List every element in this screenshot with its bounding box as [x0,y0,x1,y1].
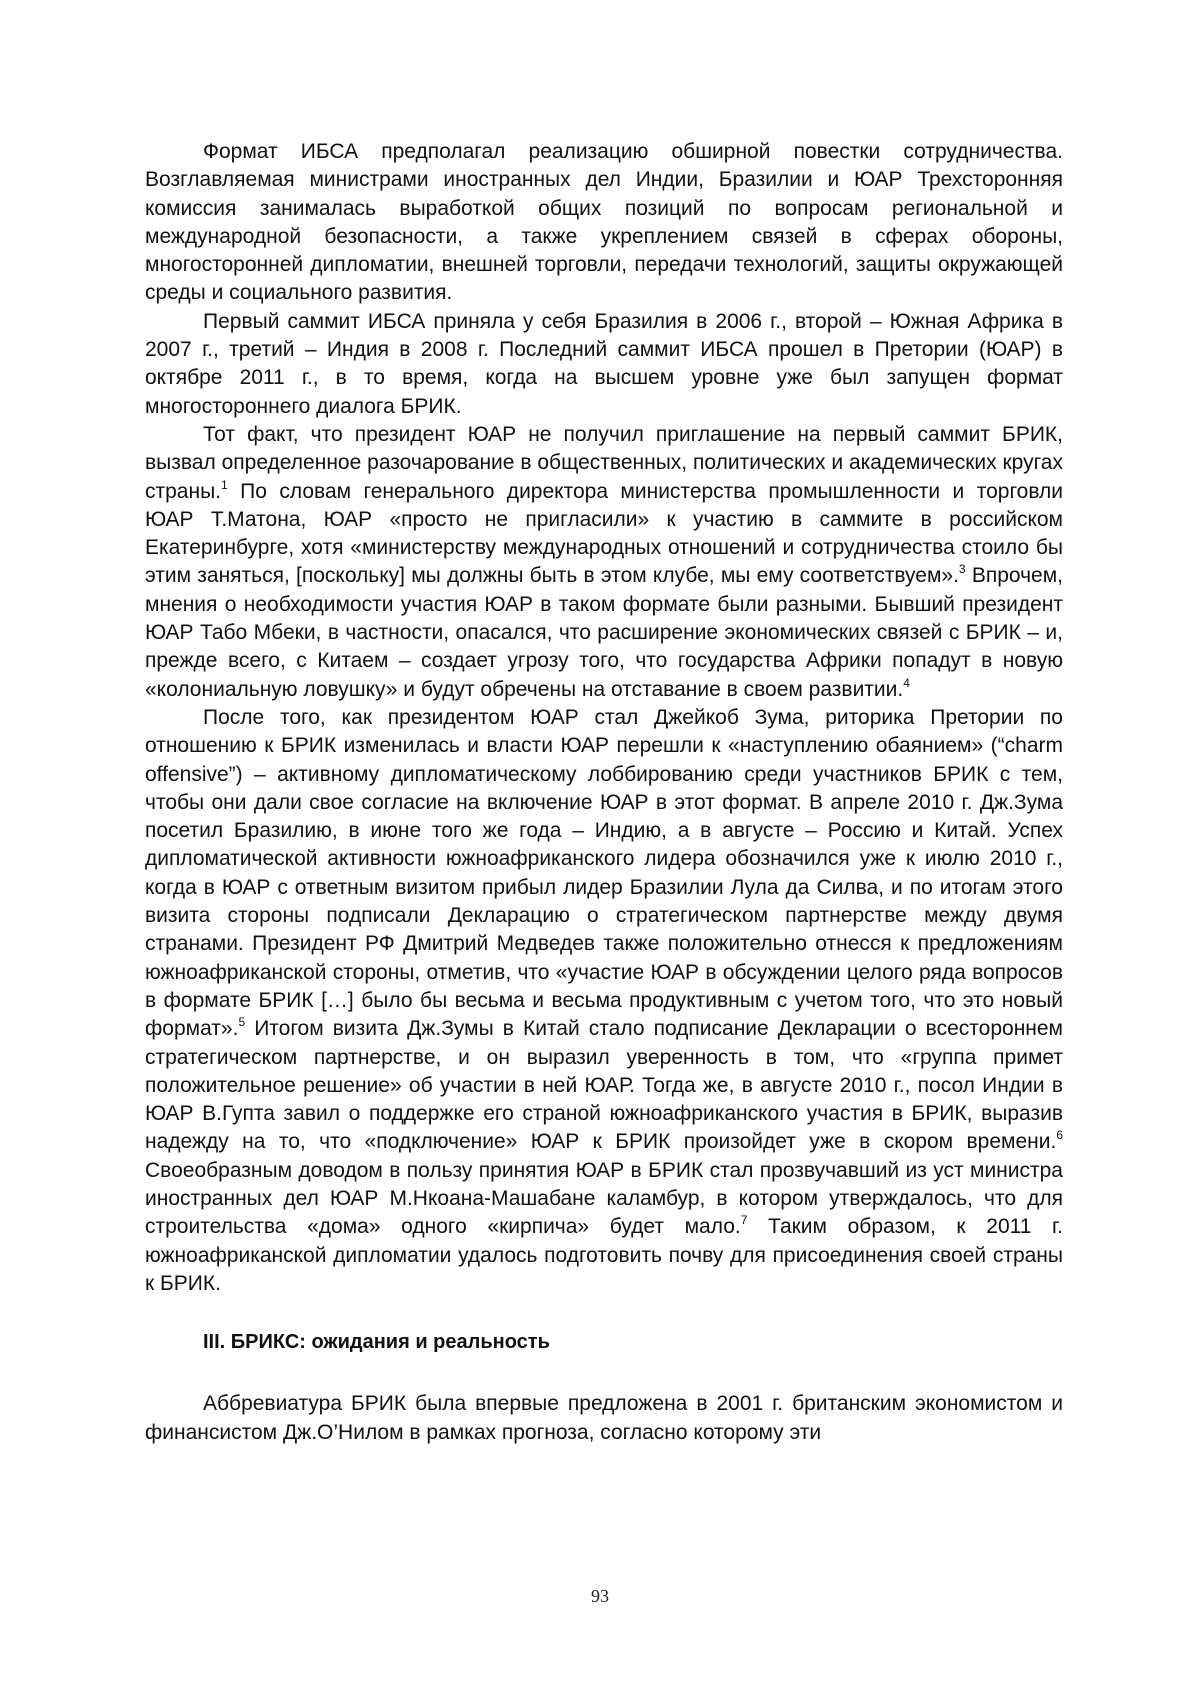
paragraph-bric-abbreviation [145,1390,1063,1447]
paragraph-charm-offensive [145,704,1063,1298]
paragraph-text: Первый саммит ИБСА приняла у себя Бразилия в 2006 г., второй – Южная Африка в 2007 г., третий – Индия в 2008 г. Последний саммит ИБСА прошел в Претории (ЮАР) в октябре 2011 г., в то время, когда на высшем уровне уже был запущен формат многостороннего диалога БРИК. [145,309,1063,418]
document-body [145,138,1063,1447]
paragraph-ibsa-format [145,138,1063,308]
footnote-ref[interactable]: 7 [740,1213,748,1228]
paragraph-ibsa-summits [145,308,1063,421]
paragraph-text: Тот факт, что президент ЮАР не получил приглашение на первый саммит БРИК, вызвал определенное разочарование в общественных, политических и академических кругах страны. [145,422,1063,503]
footnote-ref[interactable]: 3 [958,562,966,577]
paragraph-text: По словам генерального директора министерства промышленности и торговли ЮАР Т.Матона, ЮАР «просто не пригласили» к участию в саммите в российском Екатеринбурге, хотя «министерству международных отношений и сотрудничества стоило бы этим заняться, [поскольку] мы должны быть в этом клубе, мы ему соответствуем». [145,479,1063,588]
paragraph-text: Формат ИБСА предполагал реализацию обширной повестки сотрудничества. Возглавляемая министрами иностранных дел Индии, Бразилии и ЮАР Трехсторонняя комиссия занималась выработкой общих позиций по вопросам региональной и международной безопасности, а также укреплением связей в сферах обороны, многосторонней дипломатии, внешней торговли, передачи технологий, защиты окружающей среды и социального развития. [145,140,1063,305]
paragraph-text: Впрочем, мнения о необходимости участия ЮАР в таком формате были разными. Бывший президент ЮАР Табо Мбеки, в частности, опасался, что расширение экономических связей с БРИК – и, прежде всего, с Китаем – создает угрозу того, что государства Африки попадут в новую «колониальную ловушку» и будут обречены на отставание в своем развитии. [145,564,1063,701]
paragraph-text: Своеобразным доводом в пользу принятия ЮАР в БРИК стал прозвучавший из уст министра иностранных дел ЮАР М.Нкоана-Машабане каламбур, в котором утверждалось, что для строительства «дома» одного «кирпича» будет мало. [145,1158,1063,1239]
footnote-ref[interactable]: 6 [1056,1128,1063,1143]
page-number: 93 [591,1586,609,1606]
footnote-ref[interactable]: 5 [238,1015,246,1030]
section-heading: III. БРИКС: ожидания и реальность [203,1331,550,1354]
paragraph-text: Аббревиатура БРИК была впервые предложена в 2001 г. британским экономистом и финансистом Дж.О’Нилом в рамках прогноза, согласно которому эти [145,1392,1063,1444]
paragraph-text: После того, как президентом ЮАР стал Джейкоб Зума, риторика Претории по отношению к БРИК изменилась и власти ЮАР перешли к «наступлению обаянием» (“charm offensive”) – активному дипломатическому лоббированию среди участников БРИК с тем, чтобы они дали свое согласие на включение ЮАР в этот формат. В апреле 2010 г. Дж.Зума посетил Бразилию, в июне того же года – Индию, а в августе – Россию и Китай. Успех дипломатической активности южноафриканского лидера обозначился уже к июлю 2010 г., когда в ЮАР с ответным визитом прибыл лидер Бразилии Лула да Силва, и по итогам этого визита стороны подписали Декларацию о стратегическом партнерстве между двумя странами. Президент РФ Дмитрий Медведев также положительно отнесся к предложениям южноафриканской стороны, отметив, что «участие ЮАР в обсуждении целого ряда вопросов в формате БРИК […] было бы весьма и весьма продуктивным с учетом того, что это новый формат». [145,705,1063,1041]
paragraph-bric-invitation [145,421,1063,704]
footnote-ref[interactable]: 4 [903,675,910,690]
paragraph-text: Итогом визита Дж.Зумы в Китай стало подписание Декларации о всестороннем стратегическом партнерстве, и он выразил уверенность в том, что «группа примет положительное решение» об участии в ней ЮАР. Тогда же, в августе 2010 г., посол Индии в ЮАР В.Гупта завил о поддержке его страной южноафриканского участия в БРИК, выразив надежду на то, что «подключение» ЮАР к БРИК произойдет уже в скором времени. [145,1017,1063,1154]
footnote-ref[interactable]: 1 [221,477,228,492]
paragraph-text: Таким образом, к 2011 г. южноафриканской дипломатии удалось подготовить почву для присоединения своей страны к БРИК. [145,1215,1063,1295]
